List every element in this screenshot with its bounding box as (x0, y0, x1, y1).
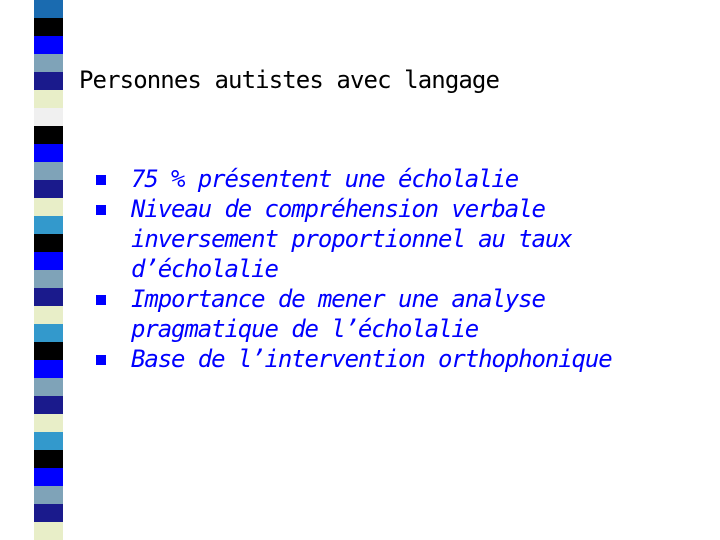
color-bar-block (34, 234, 63, 252)
bullet-text: Importance de mener une analyse pragmatique de l’écholalie (131, 285, 545, 343)
color-bar-block (34, 288, 63, 306)
color-bar-block (34, 522, 63, 540)
color-bar-block (34, 252, 63, 270)
square-bullet-icon (96, 175, 106, 185)
bullet-item (96, 344, 696, 374)
square-bullet-icon (96, 205, 106, 215)
color-bar-block (34, 378, 63, 396)
decorative-color-bar (34, 0, 63, 540)
color-bar-block (34, 360, 63, 378)
color-bar-block (34, 450, 63, 468)
square-bullet-icon (96, 295, 106, 305)
color-bar-block (34, 54, 63, 72)
color-bar-block (34, 306, 63, 324)
color-bar-block (34, 342, 63, 360)
color-bar-block (34, 90, 63, 108)
bullet-text: Niveau de compréhension verbale inversement proportionnel au taux d’écholalie (131, 195, 572, 283)
square-bullet-icon (96, 355, 106, 365)
bullet-item (96, 284, 696, 344)
color-bar-block (34, 180, 63, 198)
color-bar-block (34, 144, 63, 162)
color-bar-block (34, 396, 63, 414)
color-bar-block (34, 198, 63, 216)
color-bar-block (34, 324, 63, 342)
color-bar-block (34, 414, 63, 432)
bullet-item (96, 164, 696, 194)
color-bar-block (34, 36, 63, 54)
color-bar-block (34, 126, 63, 144)
bullet-text: 75 % présentent une écholalie (131, 165, 519, 193)
color-bar-block (34, 162, 63, 180)
color-bar-block (34, 108, 63, 126)
color-bar-block (34, 468, 63, 486)
bullet-text: Base de l’intervention orthophonique (131, 345, 612, 373)
color-bar-block (34, 72, 63, 90)
color-bar-block (34, 504, 63, 522)
color-bar-block (34, 0, 63, 18)
bullet-item (96, 194, 696, 284)
bullet-list (96, 164, 696, 374)
color-bar-block (34, 270, 63, 288)
color-bar-block (34, 216, 63, 234)
slide-title: Personnes autistes avec langage (79, 66, 500, 94)
color-bar-block (34, 486, 63, 504)
color-bar-block (34, 432, 63, 450)
color-bar-block (34, 18, 63, 36)
